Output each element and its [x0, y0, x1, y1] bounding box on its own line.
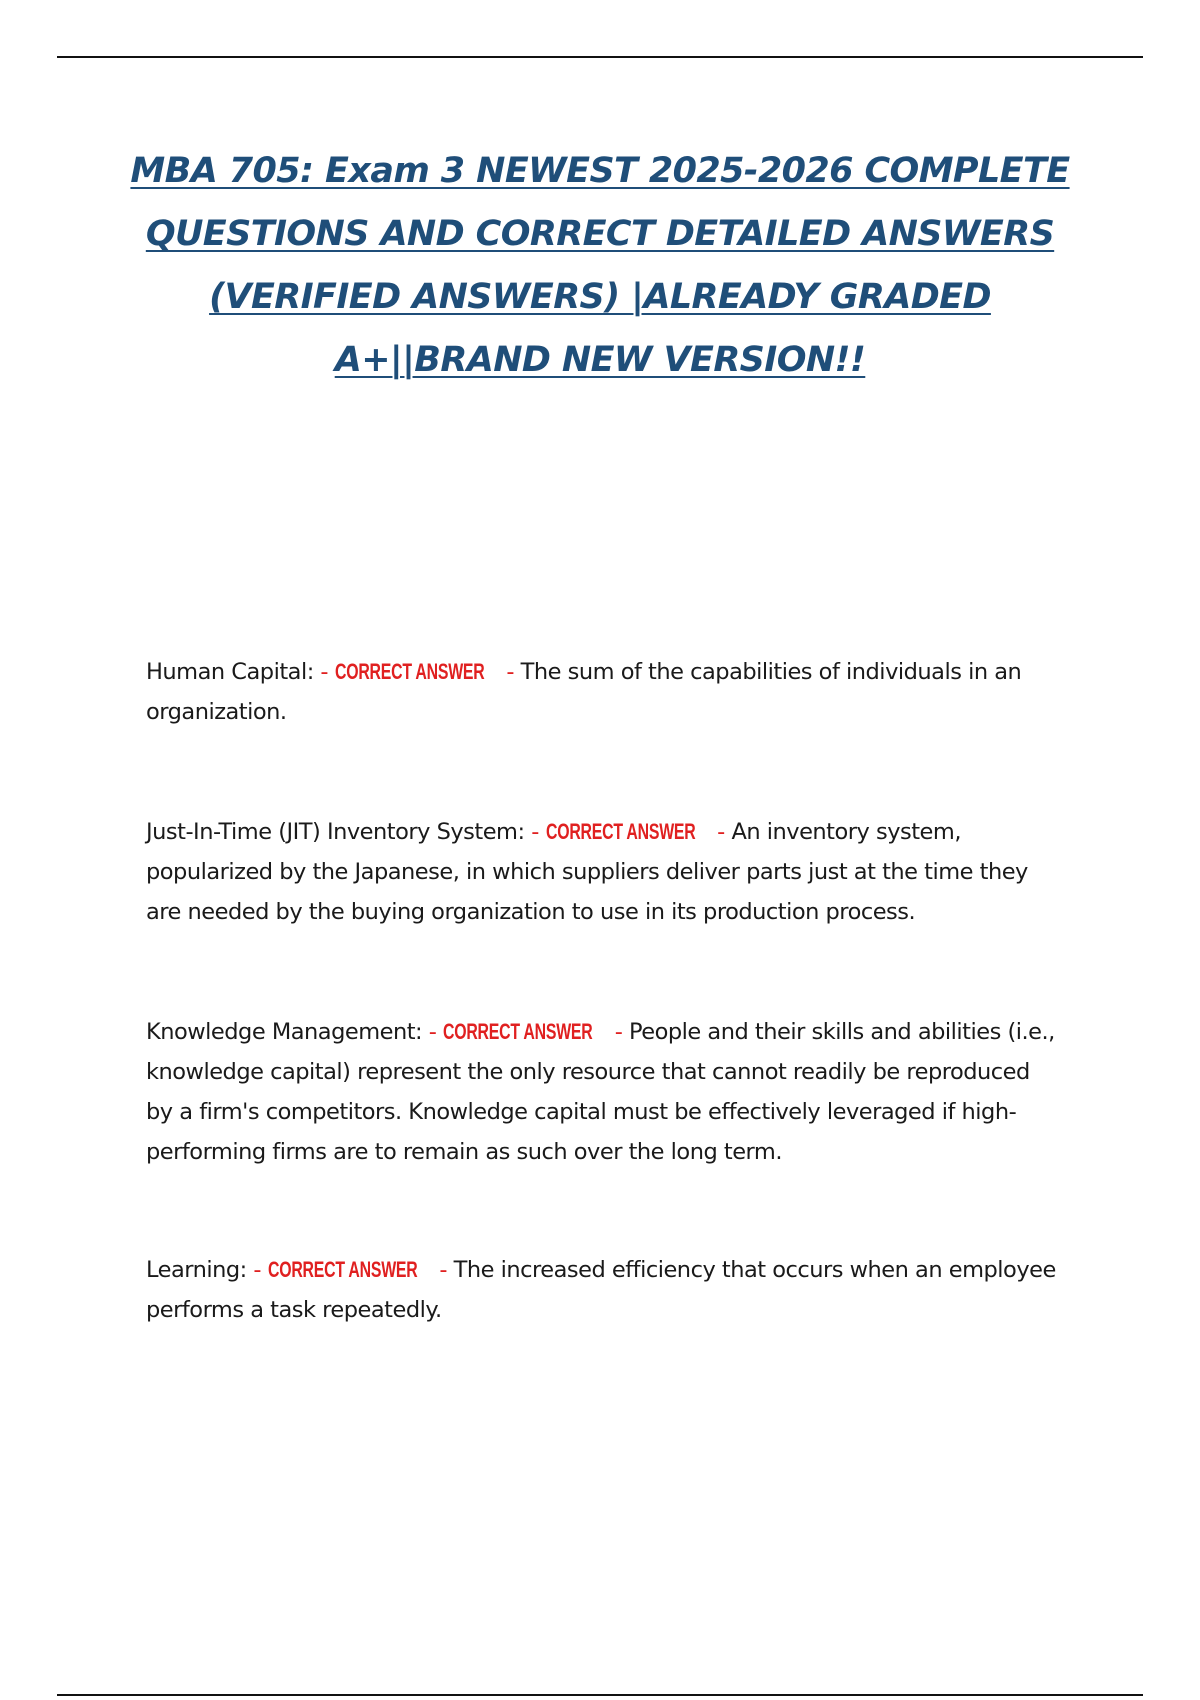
qa-entry-line [146, 652, 1096, 692]
correct-answer-label: CORRECT ANSWER [443, 1019, 593, 1044]
qa-entry-jit-inventory [146, 812, 1096, 932]
term: Just-In-Time (JIT) Inventory System: [146, 819, 525, 845]
marker-suffix: - [717, 819, 732, 845]
title-line-2: QUESTIONS AND CORRECT DETAILED ANSWERS [145, 214, 1055, 254]
marker-prefix: - [422, 1019, 444, 1045]
answer-text: knowledge capital) represent the only resource that cannot readily be reproduced [146, 1059, 1030, 1085]
marker-prefix: - [524, 819, 546, 845]
answer-text: are needed by the buying organization to use in its production process. [146, 899, 916, 925]
correct-answer-label: CORRECT ANSWER [545, 819, 696, 844]
answer-text: People and their skills and abilities (i.e., [629, 1019, 1055, 1045]
marker-prefix: - [246, 1257, 268, 1283]
answer-text: performs a task repeatedly. [146, 1297, 442, 1323]
qa-entry-line [146, 1012, 1096, 1052]
qa-entry-line [146, 812, 1096, 852]
title-line-3: (VERIFIED ANSWERS) |ALREADY GRADED [209, 277, 991, 317]
bottom-rule [57, 1694, 1143, 1696]
qa-entry-line [146, 1250, 1096, 1290]
qa-entry-knowledge-management [146, 1012, 1096, 1172]
qa-entry-learning [146, 1250, 1096, 1330]
marker-suffix: - [506, 659, 521, 685]
answer-text: The sum of the capabilities of individuals in an [520, 659, 1022, 685]
document-title [120, 140, 1080, 392]
title-line-1: MBA 705: Exam 3 NEWEST 2025-2026 COMPLETE [130, 151, 1070, 191]
marker-prefix: - [313, 659, 335, 685]
answer-text: popularized by the Japanese, in which suppliers deliver parts just at the time they [146, 859, 1028, 885]
correct-answer-label: CORRECT ANSWER [267, 1257, 418, 1282]
answer-text: organization. [146, 699, 287, 725]
term: Learning: [146, 1257, 247, 1283]
answer-text: performing firms are to remain as such over the long term. [146, 1139, 782, 1165]
qa-entry-human-capital [146, 652, 1096, 732]
marker-suffix: - [614, 1019, 630, 1045]
correct-answer-label: CORRECT ANSWER [334, 659, 485, 684]
answer-text: An inventory system, [731, 819, 961, 845]
answer-text: by a firm's competitors. Knowledge capital must be effectively leveraged if high- [146, 1099, 1017, 1125]
answer-text: The increased efficiency that occurs when an employee [453, 1257, 1056, 1283]
marker-suffix: - [439, 1257, 454, 1283]
top-rule [57, 56, 1143, 58]
term: Human Capital: [146, 659, 314, 685]
term: Knowledge Management: [146, 1019, 423, 1045]
title-line-4: A+||BRAND NEW VERSION!! [334, 340, 866, 380]
